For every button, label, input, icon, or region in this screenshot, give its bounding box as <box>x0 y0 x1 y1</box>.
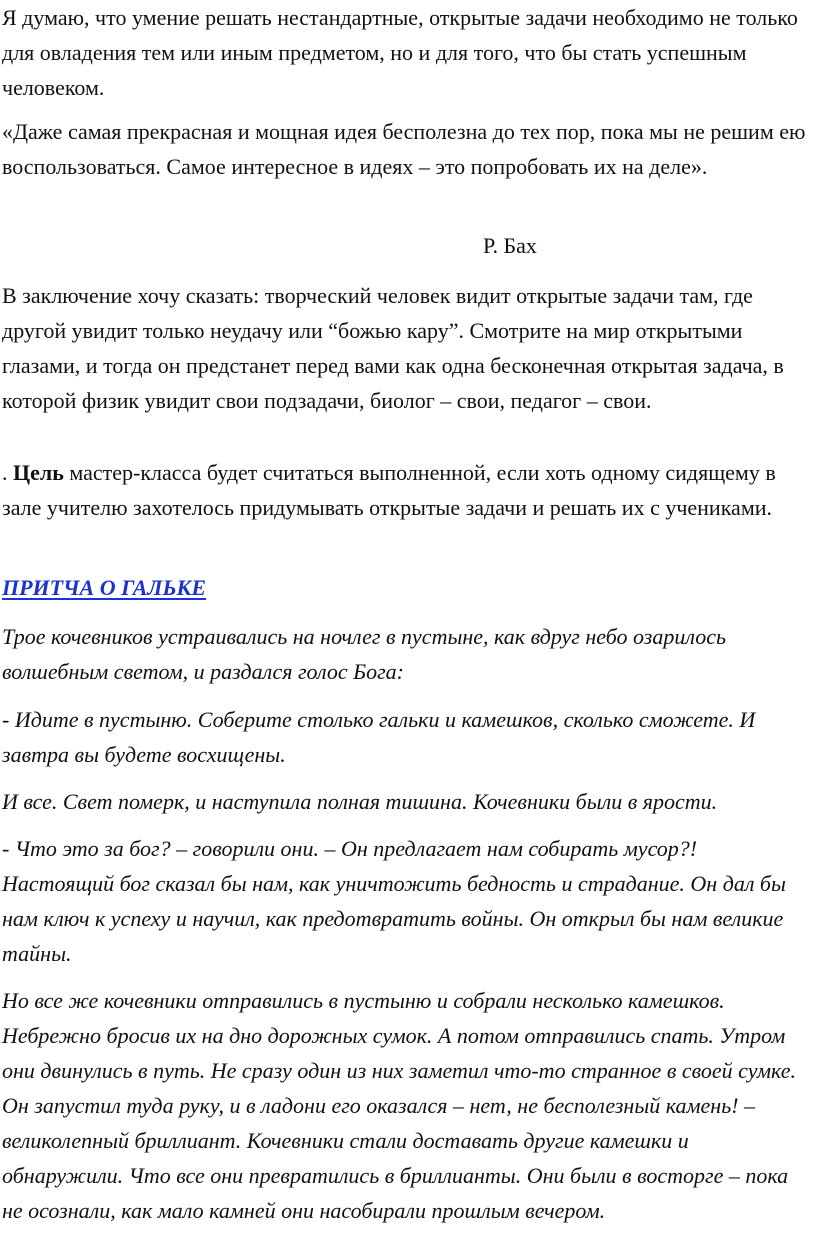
conclusion-paragraph: В заключение хочу сказать: творческий человек видит открытые задачи там, где другой увидит только неудачу или “божью кару”. Смотрите на мир открытыми глазами, и тогда он предстанет перед вами как одна бесконечная открытая задача, в которой физик увидит свои подзадачи, биолог – свои, педагог – свои. <box>2 283 784 413</box>
quote-paragraph: «Даже самая прекрасная и мощная идея бесполезна до тех пор, пока мы не решим ею воспользоваться. Самое интересное в идеях – это попробовать их на деле». <box>2 119 806 179</box>
intro-paragraph: Я думаю, что умение решать нестандартные, открытые задачи необходимо не только для овладения тем или иным предметом, но и для того, что бы стать успешным человеком. <box>2 5 798 100</box>
parable-paragraph-4: - Что это за бог? – говорили они. – Он предлагает нам собирать мусор?! Настоящий бог сказал бы нам, как уничтожить бедность и страдание. Он дал бы нам ключ к успеху и научил, как предотвратить войны. Он открыл бы нам великие тайны. <box>2 836 786 966</box>
goal-prefix: . <box>2 460 13 485</box>
goal-text: мастер-класса будет считаться выполненной, если хоть одному сидящему в зале учителю захотелось придумывать открытые задачи и решать их с учениками. <box>2 460 776 520</box>
parable-paragraph-3: И все. Свет померк, и наступила полная тишина. Кочевники были в ярости. <box>2 789 718 814</box>
quote-author: Р. Бах <box>483 233 537 258</box>
parable-paragraph-5: Но все же кочевники отправились в пустыню и собрали несколько камешков. Небрежно бросив их на дно дорожных сумок. А потом отправились спать. Утром они двинулись в путь. Не сразу один из них заметил что-то странное в своей сумке. Он запустил туда руку, и в ладони его оказался – нет, не бесполезный камень! – великолепный бриллиант. Кочевники стали доставать другие камешки и обнаружили. Что все они превратились в бриллианты. Они были в восторге – пока не осознали, как мало камней они насобирали прошлым вечером. <box>2 988 797 1223</box>
goal-paragraph <box>2 455 814 525</box>
goal-bold-word: Цель <box>13 460 64 485</box>
parable-paragraph-2: - Идите в пустыню. Соберите столько гальки и камешков, сколько сможете. И завтра вы будете восхищены. <box>2 707 756 767</box>
parable-heading-link[interactable]: ПРИТЧА О ГАЛЬКЕ <box>2 575 207 600</box>
parable-paragraph-1: Трое кочевников устраивались на ночлег в пустыне, как вдруг небо озарилось волшебным светом, и раздался голос Бога: <box>2 624 726 684</box>
